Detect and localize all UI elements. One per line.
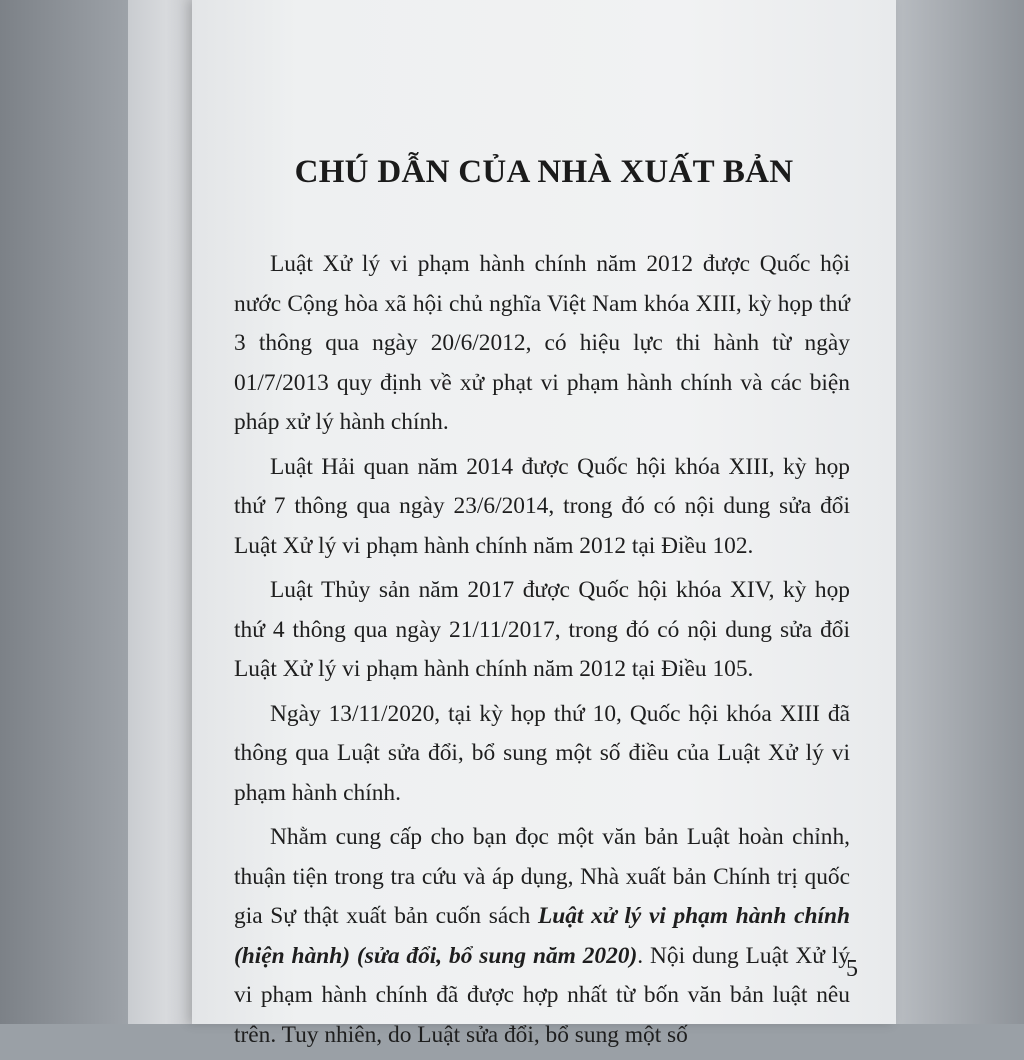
- book-edge-left: [0, 0, 128, 1024]
- paragraph: Luật Thủy sản năm 2017 được Quốc hội khóa XIV, kỳ họp thứ 4 thông qua ngày 21/11/2017, trong đó có nội dung sửa đổi Luật Xử lý vi phạm hành chính năm 2012 tại Điều 105.: [234, 577, 850, 682]
- book-title: Luật xử lý vi phạm hành chính (hiện hành) (sửa đổi, bổ sung năm 2020): [234, 903, 850, 969]
- paragraph-text: Nhằm cung cấp cho bạn đọc một văn bản Luật hoàn chỉnh, thuận tiện trong tra cứu và áp dụng, Nhà xuất bản Chính trị quốc gia Sự thật xuất bản cuốn sách: [234, 824, 850, 929]
- book-edge-right: [896, 0, 1024, 1024]
- paragraph: Luật Xử lý vi phạm hành chính năm 2012 được Quốc hội nước Cộng hòa xã hội chủ nghĩa Việt Nam khóa XIII, kỳ họp thứ 3 thông qua ngày 20/6/2012, có hiệu lực thi hành từ ngày 01/7/2013 quy định về xử phạt vi phạm hành chính và các biện pháp xử lý hành chính.: [234, 251, 850, 435]
- paragraph: Luật Hải quan năm 2014 được Quốc hội khóa XIII, kỳ họp thứ 7 thông qua ngày 23/6/2014, trong đó có nội dung sửa đổi Luật Xử lý vi phạm hành chính năm 2012 tại Điều 102.: [234, 453, 850, 559]
- paragraph-text: . Nội dung Luật Xử lý vi phạm hành chính đã được hợp nhất từ bốn văn bản luật nêu trên. Tuy nhiên, do Luật sửa đổi, bổ sung một số: [234, 942, 850, 1048]
- page-number: 5: [846, 956, 858, 982]
- page-body: [234, 245, 850, 1060]
- book-page: [192, 0, 896, 1048]
- show-through-text: [222, 0, 862, 168]
- page-title: CHÚ DẪN CỦA NHÀ XUẤT BẢN: [294, 154, 794, 190]
- paragraph: Ngày 13/11/2020, tại kỳ họp thứ 10, Quốc hội khóa XIII đã thông qua Luật sửa đổi, bổ sung một số điều của Luật Xử lý vi phạm hành chính.: [234, 700, 850, 806]
- paragraph: [234, 818, 850, 1055]
- facing-page: [128, 0, 192, 1024]
